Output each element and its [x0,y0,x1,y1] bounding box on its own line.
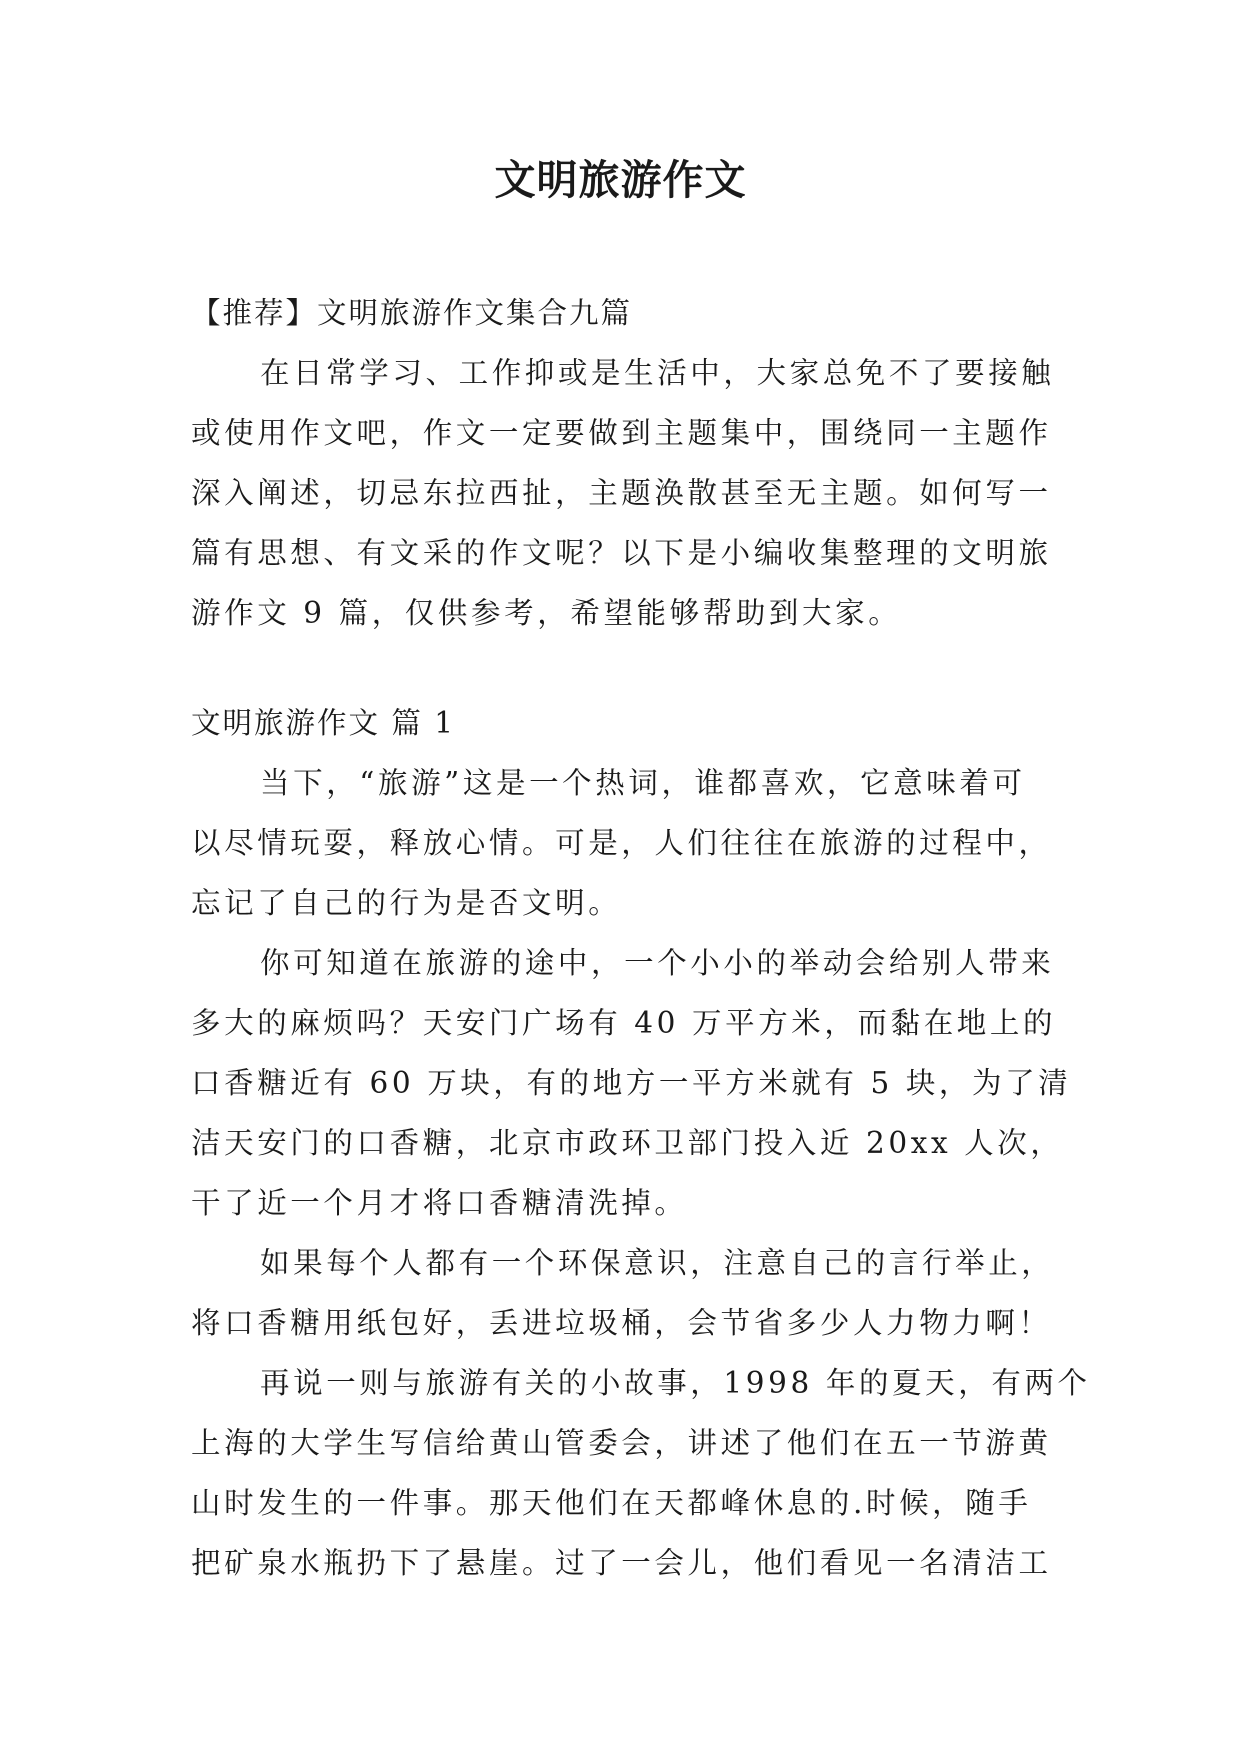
document-title: 文明旅游作文 [494,156,747,204]
paragraph-line: 以尽情玩耍，释放心情。可是，人们往往在旅游的过程中， [191,826,1052,860]
document-subtitle [191,283,1071,343]
essay-paragraph [191,1233,1071,1353]
intro-paragraph [191,343,1071,643]
paragraph-line: 将口香糖用纸包好，丢进垃圾桶，会节省多少人力物力啊！ [191,1306,1052,1340]
intro-line: 在日常学习、工作抑或是生活中，大家总免不了要接触 [260,356,1055,390]
intro-line: 或使用作文吧，作文一定要做到主题集中，围绕同一主题作 [191,416,1052,450]
essay-paragraph [191,1353,1091,1593]
paragraph-line: 再说一则与旅游有关的小故事，1998 年的夏天，有两个 [260,1366,1091,1400]
paragraph-line: 干了近一个月才将口香糖清洗掉。 [191,1186,688,1220]
paragraph-line: 洁天安门的口香糖，北京市政环卫部门投入近 20xx 人次， [191,1126,1064,1160]
section-heading-text: 文明旅游作文 篇 1 [191,706,456,740]
paragraph-line: 山时发生的一件事。那天他们在天都峰休息的.时候，随手 [191,1486,1032,1520]
paragraph-line: 忘记了自己的行为是否文明。 [191,886,622,920]
paragraph-line: 如果每个人都有一个环保意识，注意自己的言行举止， [260,1246,1055,1280]
essay-paragraph [191,753,1071,933]
paragraph-line: 口香糖近有 60 万块，有的地方一平方米就有 5 块，为了清 [191,1066,1072,1100]
intro-line: 篇有思想、有文采的作文呢？以下是小编收集整理的文明旅 [191,536,1052,570]
intro-line: 游作文 9 篇，仅供参考，希望能够帮助到大家。 [191,596,902,630]
essay-body [191,753,1091,1593]
section-heading [191,693,1071,753]
essay-paragraph [191,933,1071,1233]
intro-line: 深入阐述，切忌东拉西扯，主题涣散甚至无主题。如何写一 [191,476,1052,510]
paragraph-line: 多大的麻烦吗？天安门广场有 40 万平方米，而黏在地上的 [191,1006,1057,1040]
paragraph-line: 把矿泉水瓶扔下了悬崖。过了一会儿，他们看见一名清洁工 [191,1546,1052,1580]
paragraph-line: 你可知道在旅游的途中，一个小小的举动会给别人带来 [260,946,1055,980]
subtitle-text: 【推荐】文明旅游作文集合九篇 [191,296,633,330]
paragraph-line: 当下，“旅游”这是一个热词，谁都喜欢，它意味着可 [260,766,1026,800]
paragraph-line: 上海的大学生写信给黄山管委会，讲述了他们在五一节游黄 [191,1426,1052,1460]
